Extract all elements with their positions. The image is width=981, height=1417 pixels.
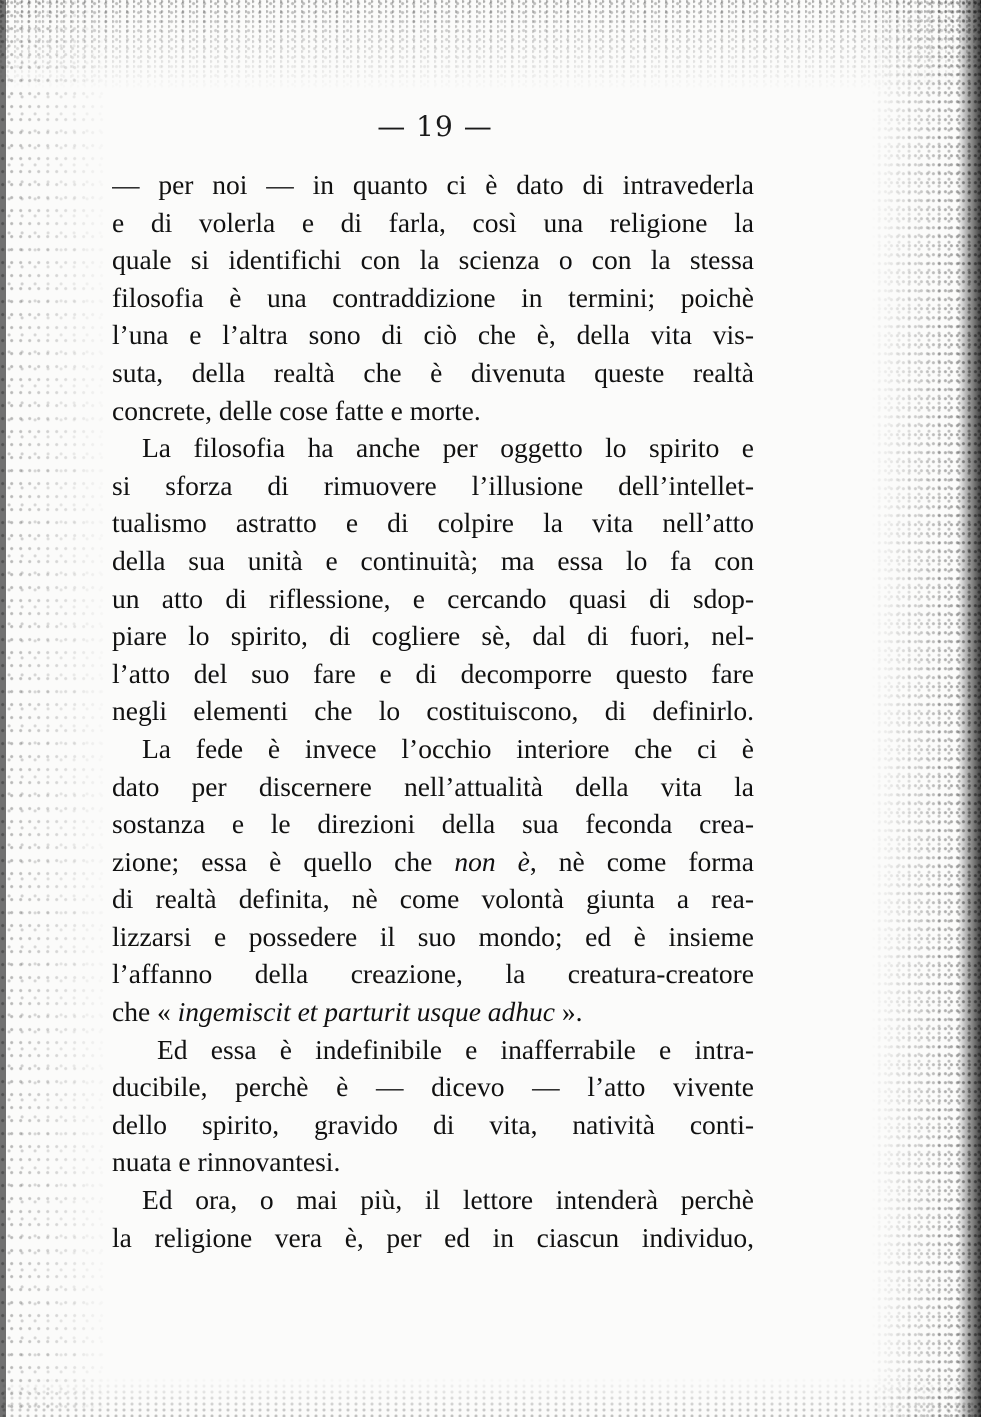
- scan-noise-left: [0, 0, 110, 1417]
- text-line: della sua unità e continuità; ma essa lo fa con: [112, 544, 754, 576]
- text-line: piare lo spirito, di cogliere sè, dal di fuori, nel-: [112, 620, 754, 652]
- text-segment: zione; essa è quello che: [112, 845, 455, 877]
- text-line: l’atto del suo fare e di decomporre questo fare: [112, 657, 754, 689]
- text-line: l’affanno della creazione, la creatura-creatore: [112, 958, 754, 990]
- scan-noise-bottom: [0, 1377, 981, 1417]
- text-line: — per noi — in quanto ci è dato di intravederla: [112, 169, 754, 200]
- italic-text: non è: [454, 845, 530, 877]
- text-line: suta, della realtà che è divenuta queste realtà: [112, 356, 754, 388]
- text-line: Ed ora, o mai più, il lettore intenderà perchè: [142, 1184, 754, 1216]
- text-line: l’una e l’altra sono di ciò che è, della vita vis-: [112, 319, 754, 351]
- text-line: dello spirito, gravido di vita, natività conti-: [112, 1108, 754, 1140]
- italic-latin-quote: ingemiscit et parturit usque adhuc: [177, 996, 555, 1028]
- text-line: dato per discernere nell’attualità della vita la: [112, 770, 754, 802]
- text-line: si sforza di rimuovere l’illusione dell’intellet-: [112, 469, 754, 501]
- text-line: un atto di riflessione, e cercando quasi di sdop-: [112, 582, 754, 614]
- text-line: filosofia è una contraddizione in termini; poichè: [112, 281, 754, 313]
- text-segment: ».: [555, 996, 583, 1028]
- body-text: [112, 166, 754, 1256]
- text-line: negli elementi che lo costituiscono, di definirlo.: [112, 695, 754, 727]
- text-segment: che «: [112, 996, 178, 1028]
- scan-border-left: [0, 0, 6, 1417]
- text-line: la religione vera è, per ed in ciascun individuo,: [112, 1221, 754, 1253]
- text-line: Ed essa è indefinibile e inafferrabile e intra-: [157, 1033, 754, 1065]
- text-line: [112, 993, 754, 1031]
- text-line: sostanza e le direzioni della sua feconda crea-: [112, 808, 754, 840]
- text-line: concrete, delle cose fatte e morte.: [112, 394, 481, 426]
- text-line: La filosofia ha anche per oggetto lo spirito e: [142, 432, 754, 464]
- text-line: La fede è invece l’occhio interiore che ci è: [142, 732, 754, 764]
- text-line: e di volerla e di farla, così una religione la: [112, 206, 754, 238]
- text-line: quale si identifichi con la scienza o con la stessa: [112, 244, 754, 276]
- text-line: lizzarsi e possedere il suo mondo; ed è insieme: [112, 920, 754, 952]
- text-line: ducibile, perchè è — dicevo — l’atto vivente: [112, 1071, 754, 1103]
- text-segment: , nè come forma: [529, 845, 754, 877]
- page-number: — 19 —: [377, 110, 493, 143]
- text-line: di realtà definita, nè come volontà giunta a rea-: [112, 883, 754, 915]
- text-line: tualismo astratto e di colpire la vita nell’atto: [112, 507, 754, 539]
- text-line: [112, 843, 754, 881]
- scan-border-right: [959, 0, 981, 1417]
- scan-noise-top: [0, 0, 981, 90]
- text-line: nuata e rinnovantesi.: [112, 1146, 341, 1178]
